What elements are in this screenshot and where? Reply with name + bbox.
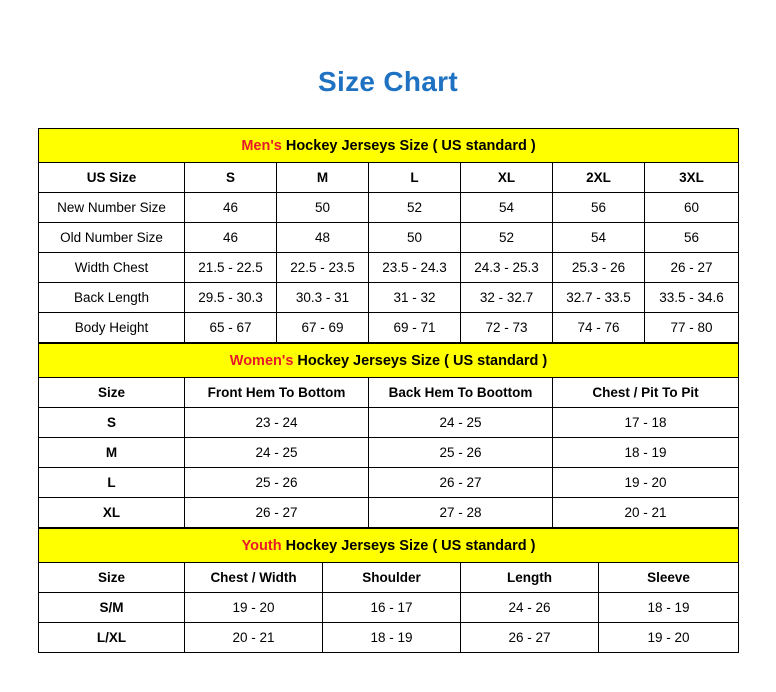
mens-row-label: New Number Size — [39, 193, 185, 223]
mens-cell: 23.5 - 24.3 — [369, 253, 461, 283]
table-row — [39, 623, 739, 653]
youth-cell: 18 - 19 — [323, 623, 461, 653]
mens-cell: 67 - 69 — [277, 313, 369, 343]
mens-cell: 56 — [645, 223, 739, 253]
youth-heading-rest: Hockey Jerseys Size ( US standard ) — [281, 537, 536, 554]
youth-col-3: Length — [461, 563, 599, 593]
youth-col-4: Sleeve — [599, 563, 739, 593]
mens-cell: 46 — [185, 223, 277, 253]
youth-col-2: Shoulder — [323, 563, 461, 593]
table-row — [39, 283, 739, 313]
mens-section-heading — [39, 129, 739, 163]
mens-cell: 74 - 76 — [553, 313, 645, 343]
table-row — [39, 223, 739, 253]
mens-col-1: S — [185, 163, 277, 193]
mens-cell: 54 — [461, 193, 553, 223]
youth-column-header-row — [39, 563, 739, 593]
youth-heading-highlight: Youth — [241, 537, 282, 554]
page-title: Size Chart — [318, 66, 458, 97]
womens-row-label: XL — [39, 498, 185, 528]
mens-heading-rest: Hockey Jerseys Size ( US standard ) — [281, 137, 536, 154]
womens-cell: 27 - 28 — [369, 498, 553, 528]
womens-heading-cell — [39, 344, 739, 378]
womens-cell: 20 - 21 — [553, 498, 739, 528]
size-tables — [38, 128, 738, 653]
mens-cell: 52 — [461, 223, 553, 253]
youth-section-heading — [39, 529, 739, 563]
womens-section-heading — [39, 344, 739, 378]
youth-row-label: L/XL — [39, 623, 185, 653]
womens-row-label: S — [39, 408, 185, 438]
mens-cell: 54 — [553, 223, 645, 253]
womens-col-2: Back Hem To Boottom — [369, 378, 553, 408]
mens-cell: 48 — [277, 223, 369, 253]
mens-cell: 72 - 73 — [461, 313, 553, 343]
youth-heading-cell — [39, 529, 739, 563]
mens-cell: 29.5 - 30.3 — [185, 283, 277, 313]
table-row — [39, 193, 739, 223]
mens-cell: 46 — [185, 193, 277, 223]
womens-col-0: Size — [39, 378, 185, 408]
mens-col-4: XL — [461, 163, 553, 193]
womens-cell: 24 - 25 — [185, 438, 369, 468]
womens-cell: 25 - 26 — [369, 438, 553, 468]
mens-heading-highlight: Men's — [241, 137, 282, 154]
mens-cell: 50 — [369, 223, 461, 253]
mens-col-3: L — [369, 163, 461, 193]
womens-row-label: M — [39, 438, 185, 468]
mens-cell: 65 - 67 — [185, 313, 277, 343]
mens-col-2: M — [277, 163, 369, 193]
youth-cell: 26 - 27 — [461, 623, 599, 653]
mens-cell: 50 — [277, 193, 369, 223]
mens-cell: 33.5 - 34.6 — [645, 283, 739, 313]
mens-cell: 32.7 - 33.5 — [553, 283, 645, 313]
mens-cell: 77 - 80 — [645, 313, 739, 343]
womens-col-3: Chest / Pit To Pit — [553, 378, 739, 408]
womens-cell: 17 - 18 — [553, 408, 739, 438]
table-row — [39, 408, 739, 438]
mens-cell: 21.5 - 22.5 — [185, 253, 277, 283]
mens-cell: 24.3 - 25.3 — [461, 253, 553, 283]
mens-cell: 69 - 71 — [369, 313, 461, 343]
mens-cell: 52 — [369, 193, 461, 223]
mens-cell: 25.3 - 26 — [553, 253, 645, 283]
mens-col-5: 2XL — [553, 163, 645, 193]
mens-cell: 32 - 32.7 — [461, 283, 553, 313]
mens-cell: 22.5 - 23.5 — [277, 253, 369, 283]
womens-cell: 18 - 19 — [553, 438, 739, 468]
mens-row-label: Old Number Size — [39, 223, 185, 253]
womens-cell: 25 - 26 — [185, 468, 369, 498]
youth-row-label: S/M — [39, 593, 185, 623]
youth-col-1: Chest / Width — [185, 563, 323, 593]
womens-col-1: Front Hem To Bottom — [185, 378, 369, 408]
mens-cell: 56 — [553, 193, 645, 223]
womens-cell: 19 - 20 — [553, 468, 739, 498]
mens-column-header-row — [39, 163, 739, 193]
table-row — [39, 468, 739, 498]
womens-row-label: L — [39, 468, 185, 498]
womens-cell: 26 - 27 — [185, 498, 369, 528]
youth-cell: 24 - 26 — [461, 593, 599, 623]
womens-size-table — [38, 343, 739, 528]
youth-col-0: Size — [39, 563, 185, 593]
womens-cell: 23 - 24 — [185, 408, 369, 438]
youth-cell: 20 - 21 — [185, 623, 323, 653]
mens-col-6: 3XL — [645, 163, 739, 193]
womens-heading-highlight: Women's — [229, 352, 294, 369]
mens-cell: 60 — [645, 193, 739, 223]
youth-cell: 19 - 20 — [599, 623, 739, 653]
youth-size-table — [38, 528, 739, 653]
table-row — [39, 593, 739, 623]
mens-cell: 31 - 32 — [369, 283, 461, 313]
mens-col-0: US Size — [39, 163, 185, 193]
mens-row-label: Back Length — [39, 283, 185, 313]
mens-row-label: Body Height — [39, 313, 185, 343]
mens-cell: 30.3 - 31 — [277, 283, 369, 313]
mens-row-label: Width Chest — [39, 253, 185, 283]
mens-heading-cell — [39, 129, 739, 163]
mens-size-table — [38, 128, 739, 343]
womens-cell: 26 - 27 — [369, 468, 553, 498]
table-row — [39, 253, 739, 283]
youth-cell: 16 - 17 — [323, 593, 461, 623]
womens-column-header-row — [39, 378, 739, 408]
table-row — [39, 438, 739, 468]
womens-heading-rest: Hockey Jerseys Size ( US standard ) — [293, 352, 548, 369]
youth-cell: 18 - 19 — [599, 593, 739, 623]
mens-cell: 26 - 27 — [645, 253, 739, 283]
womens-cell: 24 - 25 — [369, 408, 553, 438]
table-row — [39, 498, 739, 528]
table-row — [39, 313, 739, 343]
youth-cell: 19 - 20 — [185, 593, 323, 623]
